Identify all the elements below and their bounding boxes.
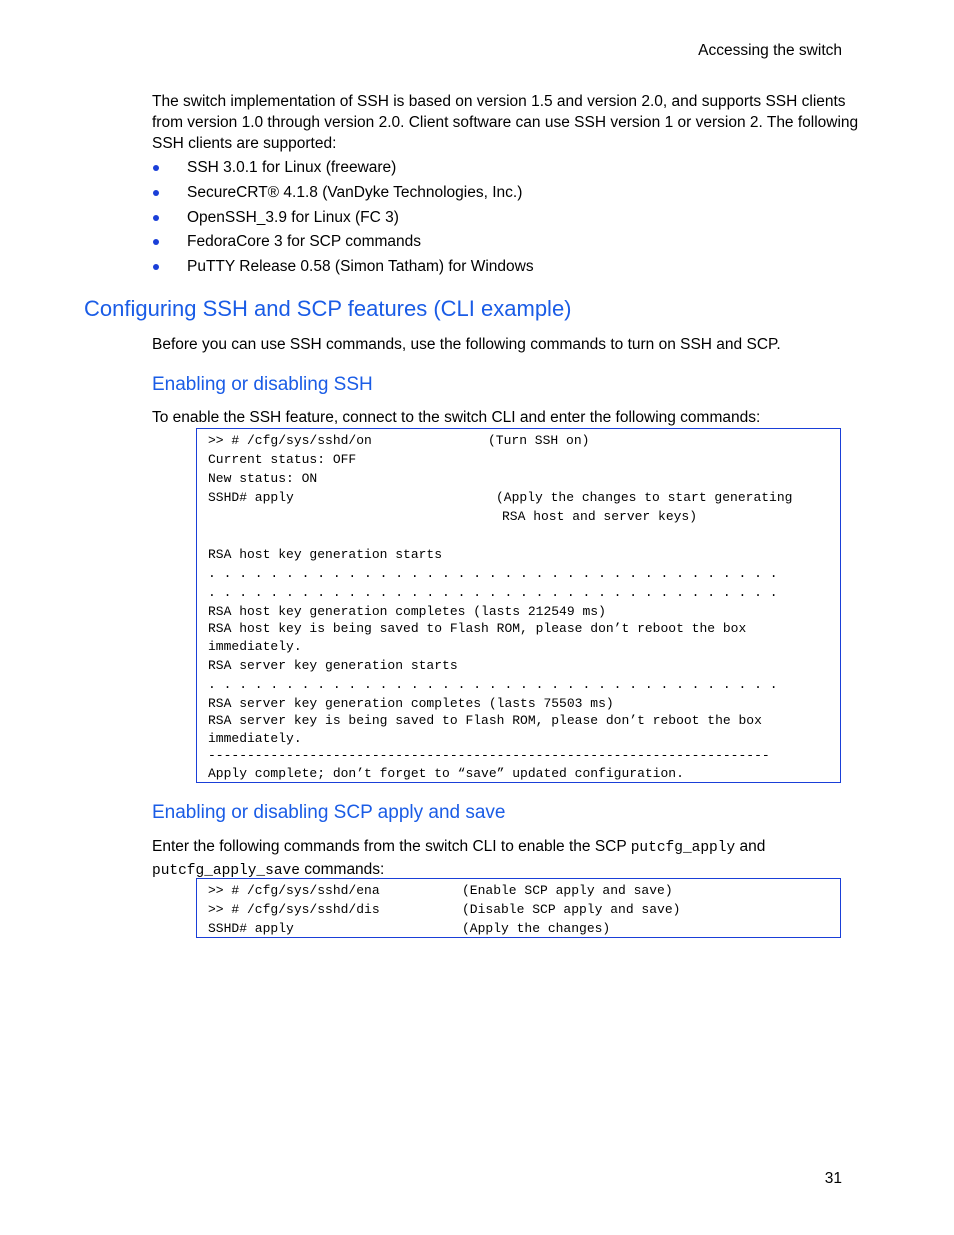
scp-code-block [196,878,841,938]
ssh-intro: To enable the SSH feature, connect to the switch CLI and enter the following commands: [152,409,761,426]
code-line: RSA server key is being saved to Flash ROM, please don’t reboot the box [208,713,762,728]
page-number: 31 [824,1170,842,1187]
list-item: FedoraCore 3 for SCP commands [152,231,534,256]
code-line: RSA host key is being saved to Flash ROM, please don’t reboot the box [208,621,747,636]
code-comment: (Apply the changes to start generating [496,490,793,505]
code-line: New status: ON [208,471,318,486]
code-progress-dots: . . . . . . . . . . . . . . . . . . . . . . . . . . . . . . . . . . . . . [208,585,778,600]
list-item: SecureCRT® 4.1.8 (VanDyke Technologies, Inc.) [152,182,534,207]
code-comment: (Apply the changes) [462,921,611,936]
section-intro: Before you can use SSH commands, use the following commands to turn on SSH and SCP. [152,336,781,353]
code-line: RSA server key generation completes (lasts 75503 ms) [208,696,614,711]
code-separator: ------------------------------------------------------------------------ [208,748,770,763]
code-line: immediately. [208,731,302,746]
intro-paragraph: The switch implementation of SSH is based on version 1.5 and version 2.0, and supports SSH clients from version 1.0 through version 2.0. Client software can use SSH version 1 or version 2. The following SSH clients are supported: [152,93,859,152]
inline-code: putcfg_apply_save [152,863,300,879]
code-line: RSA host key generation starts [208,547,443,562]
inline-code: putcfg_apply [630,840,736,856]
code-command: SSHD# apply [208,921,294,936]
code-command: >> # /cfg/sys/sshd/ena [208,883,380,898]
code-comment: (Turn SSH on) [488,433,590,448]
code-line: RSA host key generation completes (lasts 212549 ms) [208,604,606,619]
code-command: >> # /cfg/sys/sshd/dis [208,902,380,917]
code-progress-dots: . . . . . . . . . . . . . . . . . . . . . . . . . . . . . . . . . . . . . [208,566,778,581]
list-item: PuTTY Release 0.58 (Simon Tatham) for Windows [152,256,534,281]
code-comment: (Disable SCP apply and save) [462,902,681,917]
code-line: Apply complete; don’t forget to “save” updated configuration. [208,766,684,781]
ssh-clients-list [152,157,534,281]
section-title: Configuring SSH and SCP features (CLI example) [84,296,572,321]
scp-intro: Enter the following commands from the switch CLI to enable the SCP putcfg_apply and putcfg_apply_save commands: [152,838,766,879]
code-comment: (Enable SCP apply and save) [462,883,673,898]
ssh-subsection-title: Enabling or disabling SSH [152,374,373,395]
list-item: SSH 3.0.1 for Linux (freeware) [152,157,534,182]
running-header: Accessing the switch [698,42,842,59]
code-command: >> # /cfg/sys/sshd/on [208,433,372,448]
list-item: OpenSSH_3.9 for Linux (FC 3) [152,207,534,232]
ssh-code-block [196,428,841,783]
code-line: Current status: OFF [208,452,357,467]
code-comment: RSA host and server keys) [502,509,698,524]
code-line: RSA server key generation starts [208,658,458,673]
code-line: immediately. [208,639,302,654]
code-command: SSHD# apply [208,490,294,505]
code-progress-dots: . . . . . . . . . . . . . . . . . . . . . . . . . . . . . . . . . . . . . [208,677,778,692]
scp-subsection-title: Enabling or disabling SCP apply and save [152,802,506,823]
